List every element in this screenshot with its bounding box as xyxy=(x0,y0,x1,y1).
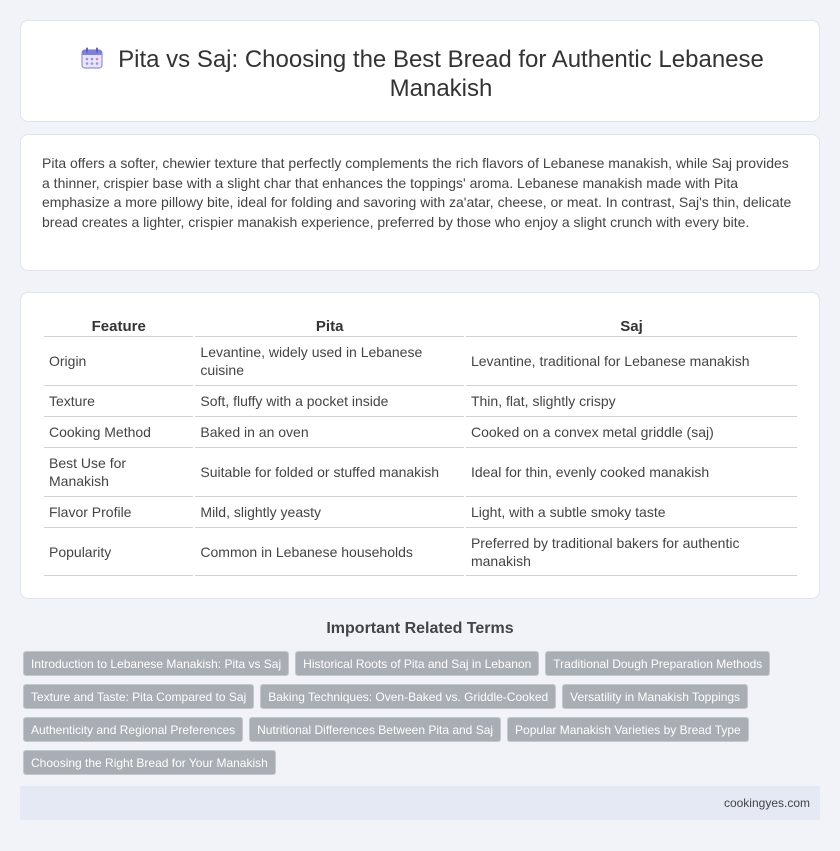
saj-cell: Cooked on a convex metal griddle (saj) xyxy=(466,417,797,448)
table-row xyxy=(44,386,797,417)
related-term-tag[interactable]: Popular Manakish Varieties by Bread Type xyxy=(507,717,749,742)
intro-paragraph: Pita offers a softer, chewier texture that perfectly complements the rich flavors of Lebanese manakish, while Saj provides a thinner, crispier base with a slight char that enhances the toppings' aroma. Lebanese manakish made with Pita emphasize a more pillowy bite, ideal for folding and savoring with za'atar, cheese, or meat. In contrast, Saj's thin, delicate bread creates a lighter, crispier manakish experience, preferred by those who enjoy a slight crunch with every bite. xyxy=(42,155,792,230)
intro-card xyxy=(20,134,820,271)
related-term-tag[interactable]: Versatility in Manakish Toppings xyxy=(562,684,748,709)
related-term-tag[interactable]: Choosing the Right Bread for Your Manakish xyxy=(23,750,276,775)
title-card xyxy=(20,20,820,122)
pita-cell: Mild, slightly yeasty xyxy=(195,497,464,528)
table-row xyxy=(44,497,797,528)
table-row xyxy=(44,528,797,576)
related-term-tag[interactable]: Nutritional Differences Between Pita and Saj xyxy=(249,717,501,742)
related-terms-list xyxy=(23,651,813,775)
related-term-tag[interactable]: Texture and Taste: Pita Compared to Saj xyxy=(23,684,254,709)
saj-cell: Light, with a subtle smoky taste xyxy=(466,497,797,528)
feature-cell: Cooking Method xyxy=(44,417,193,448)
feature-cell: Flavor Profile xyxy=(44,497,193,528)
page-title: Pita vs Saj: Choosing the Best Bread for Authentic Lebanese Manakish xyxy=(118,46,764,102)
table-row xyxy=(44,417,797,448)
related-terms-heading: Important Related Terms xyxy=(326,620,514,637)
related-term-tag[interactable]: Historical Roots of Pita and Saj in Lebanon xyxy=(295,651,539,676)
feature-cell: Texture xyxy=(44,386,193,417)
footer xyxy=(20,786,820,820)
saj-cell: Ideal for thin, evenly cooked manakish xyxy=(466,448,797,497)
header-pita: Pita xyxy=(195,316,464,337)
feature-cell: Popularity xyxy=(44,528,193,576)
feature-cell: Best Use for Manakish xyxy=(44,448,193,497)
table-row xyxy=(44,337,797,386)
comparison-table xyxy=(42,316,799,576)
header-saj: Saj xyxy=(466,316,797,337)
pita-cell: Common in Lebanese households xyxy=(195,528,464,576)
table-header-row xyxy=(44,316,797,337)
related-term-tag[interactable]: Introduction to Lebanese Manakish: Pita vs Saj xyxy=(23,651,289,676)
saj-cell: Preferred by traditional bakers for authentic manakish xyxy=(466,528,797,576)
saj-cell: Levantine, traditional for Lebanese manakish xyxy=(466,337,797,386)
related-term-tag[interactable]: Baking Techniques: Oven-Baked vs. Griddle-Cooked xyxy=(260,684,556,709)
pita-cell: Suitable for folded or stuffed manakish xyxy=(195,448,464,497)
pita-cell: Baked in an oven xyxy=(195,417,464,448)
related-term-tag[interactable]: Authenticity and Regional Preferences xyxy=(23,717,243,742)
header-feature: Feature xyxy=(44,316,193,337)
pita-cell: Soft, fluffy with a pocket inside xyxy=(195,386,464,417)
calendar-icon xyxy=(81,47,103,69)
table-row xyxy=(44,448,797,497)
related-term-tag[interactable]: Traditional Dough Preparation Methods xyxy=(545,651,770,676)
pita-cell: Levantine, widely used in Lebanese cuisine xyxy=(195,337,464,386)
saj-cell: Thin, flat, slightly crispy xyxy=(466,386,797,417)
feature-cell: Origin xyxy=(44,337,193,386)
comparison-table-card xyxy=(20,292,820,599)
footer-site-link[interactable]: cookingyes.com xyxy=(723,796,810,810)
